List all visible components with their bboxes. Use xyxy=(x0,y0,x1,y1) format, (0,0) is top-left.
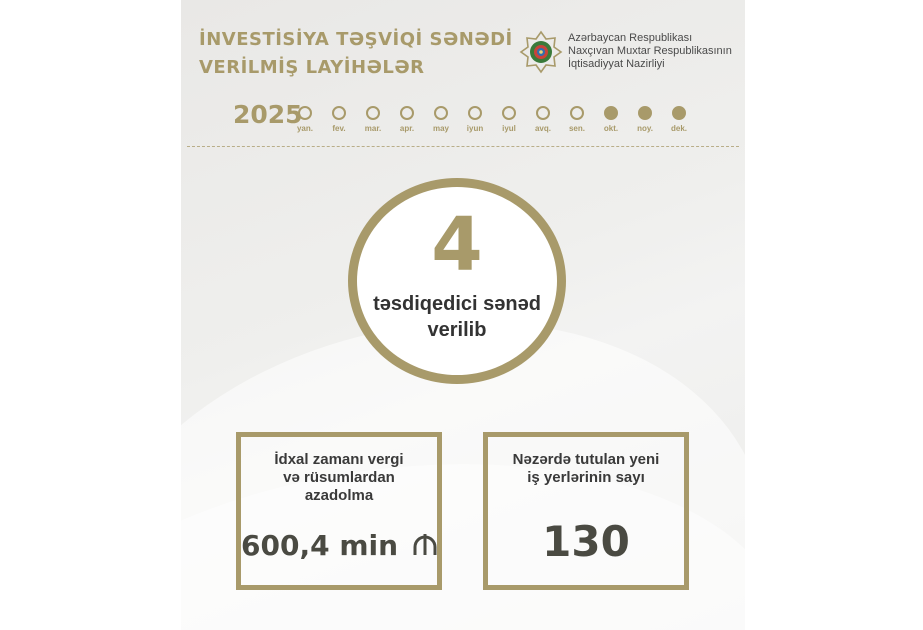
month-label: iyun xyxy=(466,124,484,133)
month-item xyxy=(492,106,526,133)
month-label: mar. xyxy=(364,124,382,133)
jobs-label-line-1: Nəzərdə tutulan yeni xyxy=(512,451,660,468)
month-label: okt. xyxy=(603,124,619,133)
page-title xyxy=(199,26,513,82)
exemption-label-line-1: İdxal zamanı vergi xyxy=(274,451,404,468)
month-dot-empty xyxy=(570,106,584,120)
month-dot-empty xyxy=(400,106,414,120)
exemption-label xyxy=(245,451,433,505)
timeline-year: 2025 xyxy=(233,100,303,129)
month-dot-empty xyxy=(536,106,550,120)
month-dot-filled xyxy=(604,106,618,120)
month-label: sen. xyxy=(568,124,585,133)
month-item xyxy=(526,106,560,133)
dashed-divider xyxy=(187,146,739,147)
month-label: yan. xyxy=(296,124,313,133)
month-dot-filled xyxy=(672,106,686,120)
main-stat-label xyxy=(357,291,557,343)
naxcivan-emblem-icon xyxy=(519,30,563,74)
ministry-line-1: Azərbaycan Respublikası xyxy=(568,32,693,44)
ministry-line-3: İqtisadiyyat Nazirliyi xyxy=(568,58,665,70)
ministry-line-2: Naxçıvan Muxtar Respublikasının xyxy=(568,45,732,57)
month-item xyxy=(288,106,322,133)
month-item xyxy=(390,106,424,133)
month-dot-empty xyxy=(468,106,482,120)
exemption-value-row xyxy=(241,529,437,564)
month-dot-empty xyxy=(502,106,516,120)
month-item xyxy=(458,106,492,133)
exemption-label-line-2: və rüsumlardan xyxy=(283,469,395,486)
title-line-1: İNVESTİSİYA TƏŞVİQİ SƏNƏDİ xyxy=(199,29,513,50)
month-item xyxy=(322,106,356,133)
jobs-label-line-2: iş yerlərinin sayı xyxy=(527,469,645,486)
jobs-value: 130 xyxy=(542,517,630,566)
month-item xyxy=(594,106,628,133)
exemption-label-line-3: azadolma xyxy=(304,487,374,504)
main-stat-value: 4 xyxy=(431,202,483,288)
main-stat-circle xyxy=(348,178,566,384)
month-dot-empty xyxy=(366,106,380,120)
month-item xyxy=(356,106,390,133)
exemption-stat-box xyxy=(236,432,442,590)
main-stat-label-line-1: təsdiqedici sənəd xyxy=(373,293,541,315)
exemption-value: 600,4 min xyxy=(241,529,399,562)
month-dot-empty xyxy=(434,106,448,120)
month-label: apr. xyxy=(399,124,415,133)
month-dot-empty xyxy=(332,106,346,120)
main-stat-label-line-2: verilib xyxy=(427,319,487,341)
jobs-label xyxy=(492,451,680,487)
month-dot-filled xyxy=(638,106,652,120)
month-item xyxy=(424,106,458,133)
month-dot-empty xyxy=(298,106,312,120)
month-label: avq. xyxy=(534,124,551,133)
ministry-name xyxy=(568,32,732,71)
infographic-card xyxy=(181,0,745,630)
month-label: noy. xyxy=(637,124,653,133)
jobs-stat-box xyxy=(483,432,689,590)
title-line-2: VERİLMİŞ LAYİHƏLƏR xyxy=(199,57,425,78)
month-label: iyul xyxy=(502,124,516,133)
month-label: fev. xyxy=(332,124,346,133)
manat-icon xyxy=(412,531,438,564)
month-item xyxy=(560,106,594,133)
month-label: may xyxy=(432,124,449,133)
month-item xyxy=(628,106,662,133)
month-label: dek. xyxy=(670,124,687,133)
month-item xyxy=(662,106,696,133)
